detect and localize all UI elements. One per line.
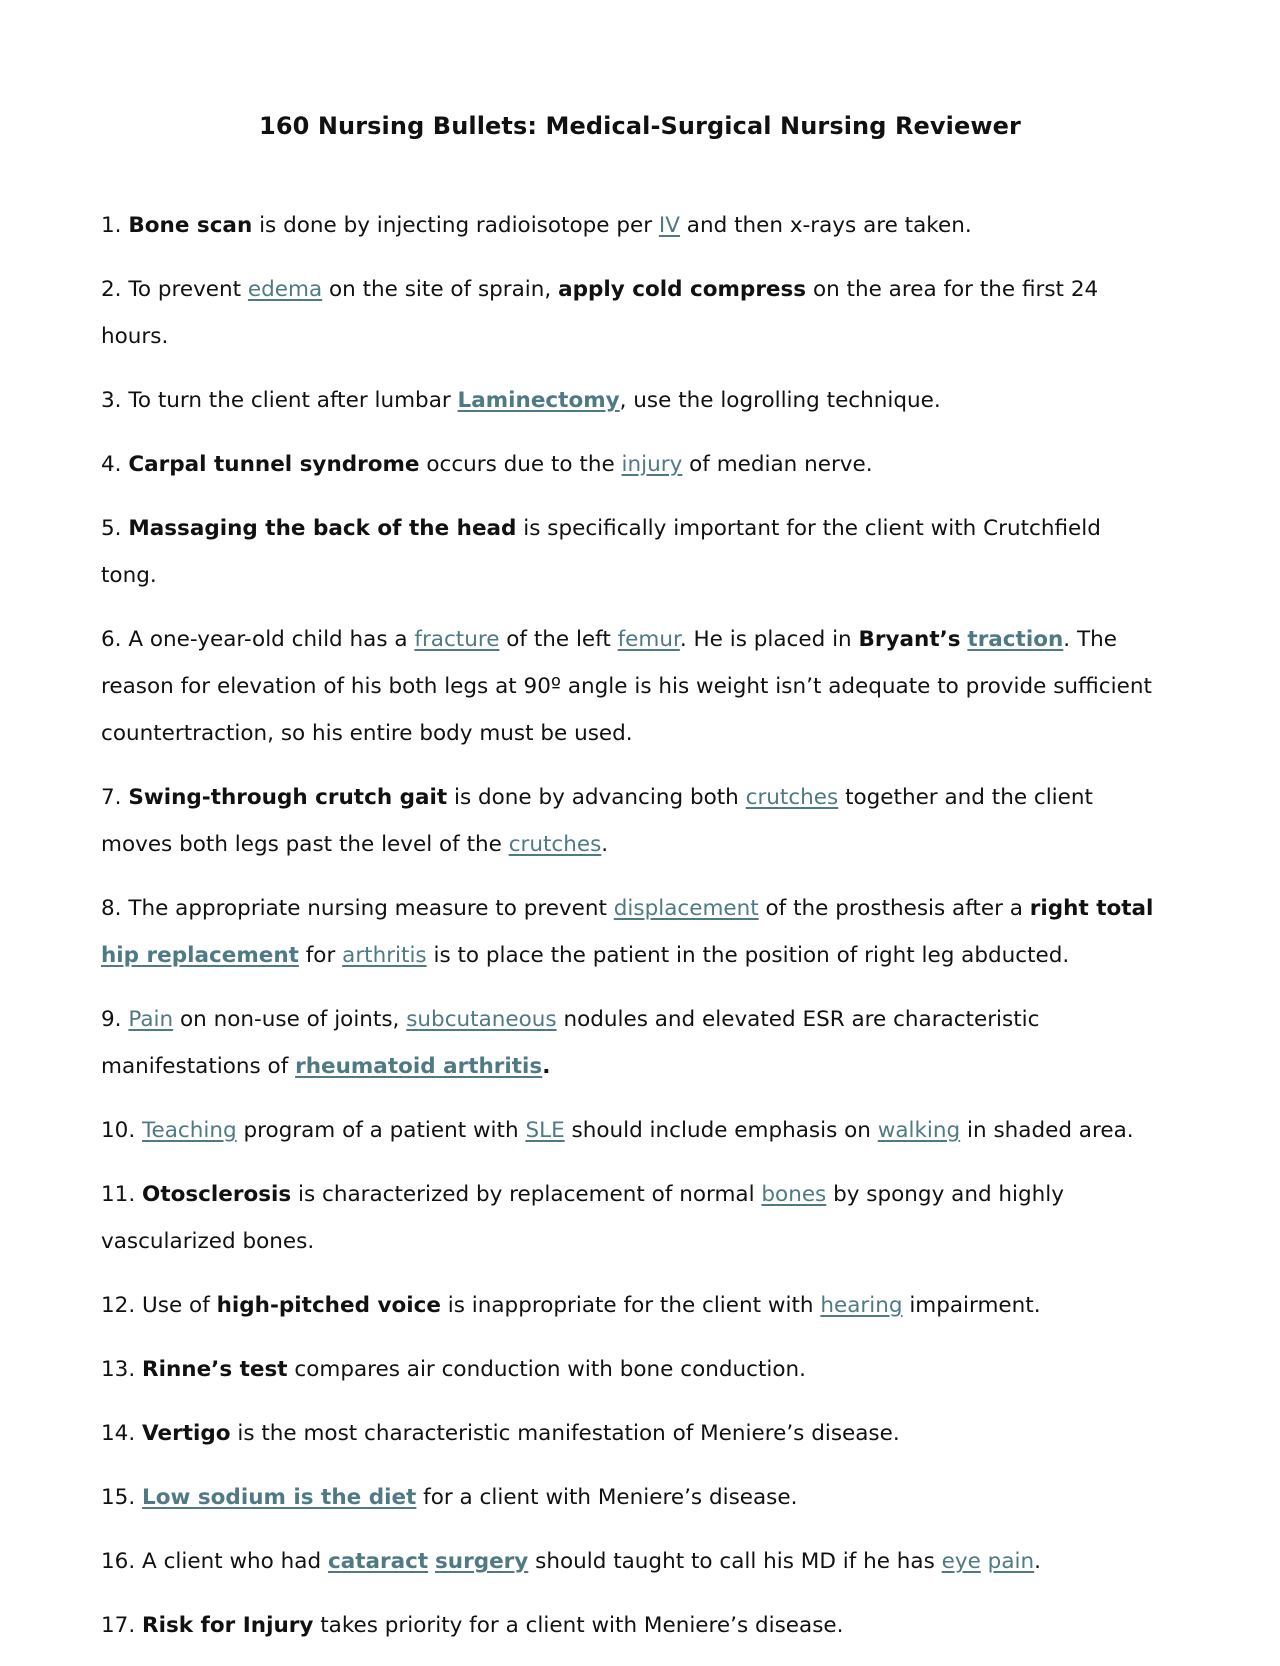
bold-text: high-pitched voice: [216, 1293, 441, 1318]
bold-text: .: [542, 1054, 551, 1079]
text-segment: occurs due to the: [419, 452, 622, 477]
term-link[interactable]: Pain: [128, 1007, 174, 1032]
bullet-item: [101, 885, 1160, 979]
text-segment: is the most characteristic manifestation of Meniere’s disease.: [230, 1421, 900, 1446]
text-segment: To prevent: [128, 277, 248, 302]
term-link[interactable]: surgery: [435, 1549, 529, 1574]
bullet-number: 4.: [101, 452, 122, 477]
text-segment: nodules and elevated ESR are characteristic manifestations of: [101, 1007, 1040, 1079]
term-link[interactable]: femur: [617, 627, 680, 652]
bullet-number: 11.: [101, 1182, 136, 1207]
bullet-item: [101, 202, 1160, 249]
bullet-number: 2.: [101, 277, 122, 302]
bullet-item: [101, 1538, 1160, 1585]
term-link[interactable]: arthritis: [342, 943, 427, 968]
bullet-item: [101, 441, 1160, 488]
term-link[interactable]: injury: [621, 452, 683, 477]
text-segment: for a client with Meniere’s disease.: [416, 1485, 798, 1510]
text-segment: The appropriate nursing measure to prevent: [128, 896, 614, 921]
bullet-number: 14.: [101, 1421, 136, 1446]
text-segment: .: [1034, 1549, 1041, 1574]
term-link[interactable]: rheumatoid arthritis: [295, 1054, 543, 1079]
text-segment: should include emphasis on: [564, 1118, 878, 1143]
bullet-item: [101, 1282, 1160, 1329]
term-link[interactable]: hip replacement: [101, 943, 299, 968]
bold-text: Bone scan: [128, 213, 253, 238]
text-segment: [428, 1549, 435, 1574]
bullet-number: 1.: [101, 213, 122, 238]
bullet-number: 6.: [101, 627, 122, 652]
text-segment: is done by advancing both: [447, 785, 746, 810]
text-segment: of median nerve.: [682, 452, 873, 477]
bullet-number: 7.: [101, 785, 122, 810]
text-segment: is done by injecting radioisotope per: [252, 213, 659, 238]
text-segment: program of a patient with: [236, 1118, 526, 1143]
text-segment: , use the logrolling technique.: [619, 388, 941, 413]
text-segment: To turn the client after lumbar: [128, 388, 458, 413]
bullet-number: 5.: [101, 516, 122, 541]
text-segment: of the prosthesis after a: [758, 896, 1030, 921]
bullet-number: 15.: [101, 1485, 136, 1510]
text-segment: by spongy and highly vascularized bones.: [101, 1182, 1064, 1254]
bold-text: Carpal tunnel syndrome: [128, 452, 420, 477]
bullet-item: [101, 1346, 1160, 1393]
bullet-number: 3.: [101, 388, 122, 413]
text-segment: compares air conduction with bone conduction.: [287, 1357, 806, 1382]
bullet-number: 8.: [101, 896, 122, 921]
text-segment: A one-year-old child has a: [128, 627, 415, 652]
bold-text: right total: [1029, 896, 1154, 921]
bold-text: Otosclerosis: [142, 1182, 292, 1207]
text-segment: takes priority for a client with Meniere’s disease.: [313, 1613, 844, 1638]
term-link[interactable]: traction: [967, 627, 1064, 652]
term-link[interactable]: displacement: [613, 896, 759, 921]
bold-text: Massaging the back of the head: [128, 516, 517, 541]
term-link[interactable]: Low sodium is the diet: [142, 1485, 417, 1510]
bullet-item: [101, 266, 1160, 360]
term-link[interactable]: pain: [987, 1549, 1035, 1574]
term-link[interactable]: crutches: [745, 785, 839, 810]
bullet-item: [101, 377, 1160, 424]
text-segment: on non-use of joints,: [173, 1007, 407, 1032]
term-link[interactable]: Teaching: [142, 1118, 237, 1143]
text-segment: together and the client moves both legs past the level of the: [101, 785, 1093, 857]
text-segment: [981, 1549, 988, 1574]
page-title: 160 Nursing Bullets: Medical-Surgical Nursing Reviewer: [259, 112, 1021, 140]
bold-text: Bryant’s: [858, 627, 961, 652]
text-segment: A client who had: [142, 1549, 328, 1574]
bullet-item: [101, 1107, 1160, 1154]
bullet-item: [101, 505, 1160, 599]
bullet-number: 12.: [101, 1293, 136, 1318]
term-link[interactable]: fracture: [414, 627, 500, 652]
bullet-number: 9.: [101, 1007, 122, 1032]
bold-text: Rinne’s test: [142, 1357, 288, 1382]
term-link[interactable]: SLE: [525, 1118, 565, 1143]
bold-text: Vertigo: [142, 1421, 231, 1446]
bullet-item: [101, 1410, 1160, 1457]
bold-text: Swing-through crutch gait: [128, 785, 448, 810]
text-segment: Use of: [142, 1293, 217, 1318]
text-segment: in shaded area.: [960, 1118, 1134, 1143]
text-segment: is inappropriate for the client with: [440, 1293, 821, 1318]
text-segment: . The reason for elevation of his both legs at 90º angle is his weight isn’t adequate to provide sufficient countertraction, so his entire body must be used.: [101, 627, 1152, 746]
bullet-number: 13.: [101, 1357, 136, 1382]
term-link[interactable]: IV: [658, 213, 680, 238]
bullet-item: [101, 774, 1160, 868]
bold-text: Risk for Injury: [142, 1613, 314, 1638]
text-segment: is specifically important for the client with Crutchfield tong.: [101, 516, 1101, 588]
bullet-item: [101, 996, 1160, 1090]
text-segment: for: [298, 943, 343, 968]
bullet-number: 10.: [101, 1118, 136, 1143]
term-link[interactable]: walking: [877, 1118, 961, 1143]
bullet-item: [101, 1474, 1160, 1521]
text-segment: is characterized by replacement of normal: [291, 1182, 762, 1207]
term-link[interactable]: edema: [247, 277, 323, 302]
term-link[interactable]: crutches: [508, 832, 602, 857]
text-segment: of the left: [499, 627, 618, 652]
bullet-item: [101, 1602, 1160, 1649]
term-link[interactable]: eye: [941, 1549, 981, 1574]
bullet-list: [101, 202, 1160, 1666]
bullet-number: 17.: [101, 1613, 136, 1638]
text-segment: . He is placed in: [679, 627, 859, 652]
term-link[interactable]: hearing: [820, 1293, 903, 1318]
text-segment: on the area for the first 24 hours.: [101, 277, 1099, 349]
bullet-item: [101, 1171, 1160, 1265]
bullet-item: [101, 616, 1160, 757]
bullet-number: 16.: [101, 1549, 136, 1574]
text-segment: .: [601, 832, 609, 857]
text-segment: and then x-rays are taken.: [679, 213, 972, 238]
term-link[interactable]: bones: [761, 1182, 827, 1207]
text-segment: should taught to call his MD if he has: [528, 1549, 942, 1574]
bold-text: apply cold compress: [558, 277, 807, 302]
text-segment: impairment.: [902, 1293, 1041, 1318]
term-link[interactable]: Laminectomy: [457, 388, 620, 413]
text-segment: is to place the patient in the position of right leg abducted.: [426, 943, 1070, 968]
term-link[interactable]: subcutaneous: [406, 1007, 557, 1032]
text-segment: on the site of sprain,: [322, 277, 559, 302]
term-link[interactable]: cataract: [327, 1549, 429, 1574]
